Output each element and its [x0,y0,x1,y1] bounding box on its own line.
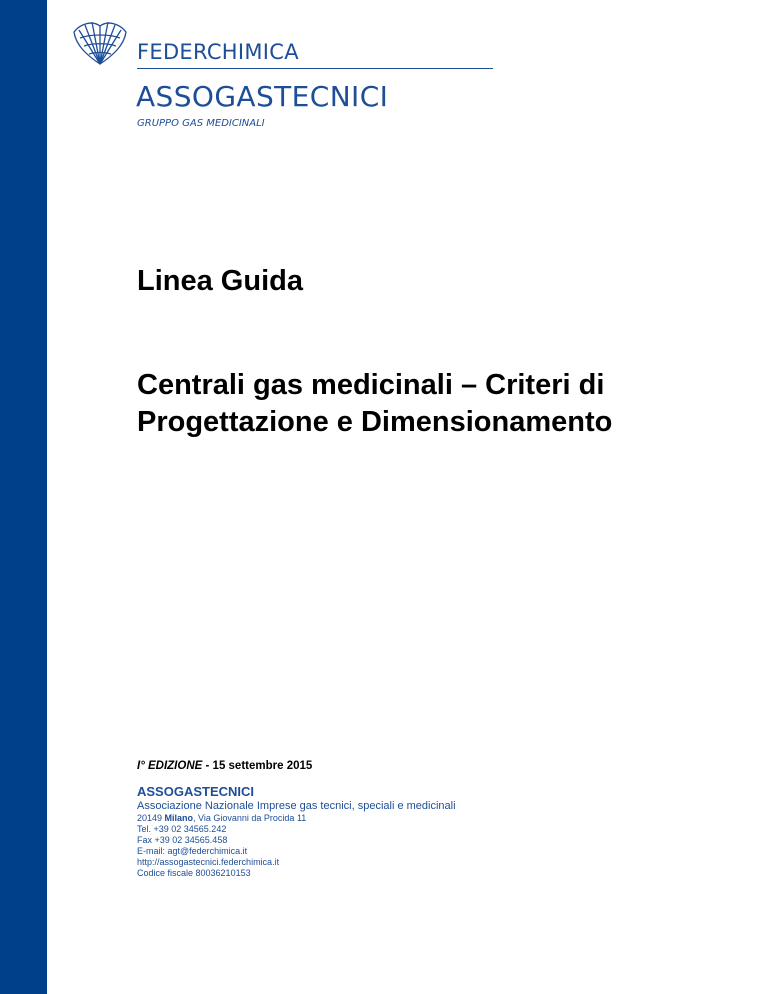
fax-line: Fax +39 02 34565.458 [137,835,228,845]
side-color-band [0,0,47,994]
tax-code-line: Codice fiscale 80036210153 [137,868,251,878]
edition-date: 15 settembre 2015 [212,760,313,772]
address-postcode: 20149 [137,813,163,823]
website-line: http://assogastecnici.federchimica.it [137,857,280,867]
document-title [137,367,737,441]
brand-assogastecnici: ASSOGASTECNICI [136,80,389,113]
document-title-line-2: Progettazione e Dimensionamento [137,406,613,438]
shell-logo-icon [70,16,130,66]
address-line [137,813,306,824]
document-type: Linea Guida [137,265,303,297]
contact-block [137,813,306,879]
organization-description: Associazione Nazionale Imprese gas tecnici, speciali e medicinali [137,800,456,812]
brand-federchimica: FEDERCHIMICA [137,40,299,64]
phone-line: Tel. +39 02 34565.242 [137,824,227,834]
email-line: E-mail: agt@federchimica.it [137,846,248,856]
brand-divider [137,68,493,69]
edition-line [137,760,312,772]
edition-separator: - [202,760,213,772]
document-title-line-1: Centrali gas medicinali – Criteri di [137,369,605,401]
organization-name: ASSOGASTECNICI [137,784,255,799]
address-city: Milano [164,813,194,823]
edition-label: I° EDIZIONE [137,760,203,772]
address-street: , Via Giovanni da Procida 11 [193,813,307,823]
brand-tagline: GRUPPO GAS MEDICINALI [137,118,265,129]
